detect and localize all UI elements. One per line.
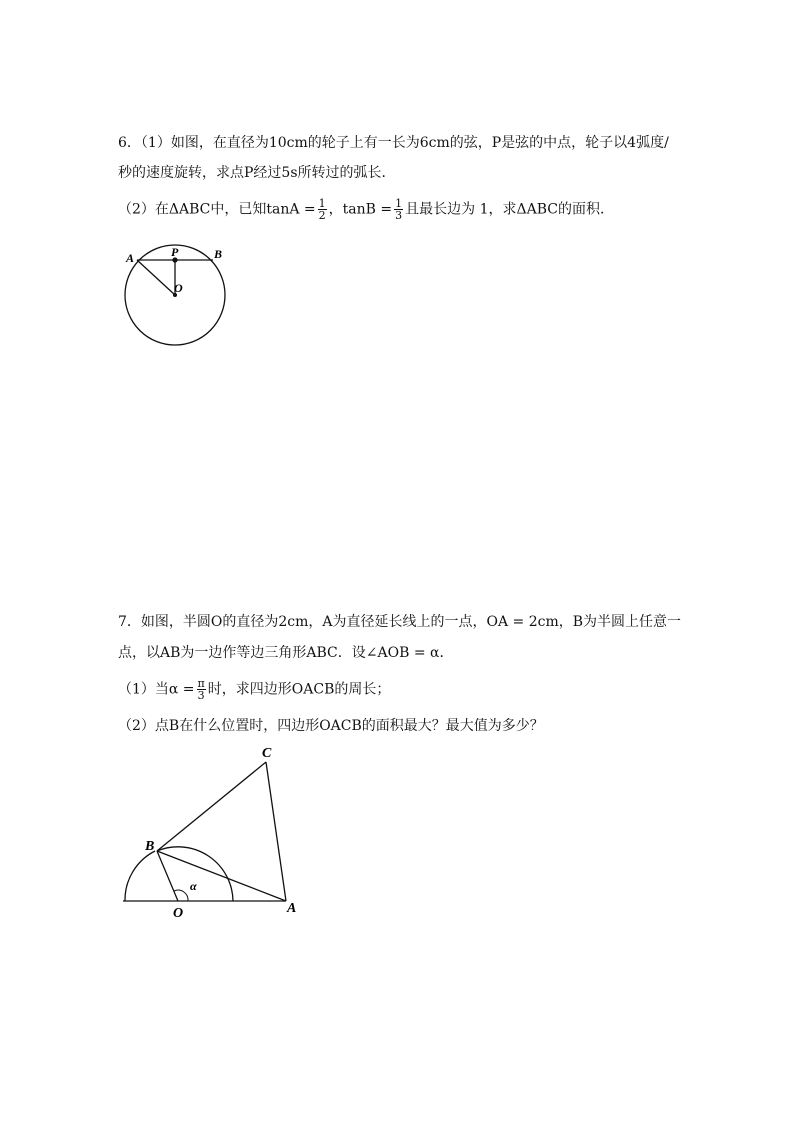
q7-text-line-2: 点，以AB为一边作等边三角形ABC．设∠AOB = α． [118,645,454,661]
q6-label-p: P [171,245,179,259]
q6-label-o: O [174,281,183,295]
q6-part2-text-c: 且最长边为 1，求ΔABC的面积． [405,201,614,218]
q7-fraction-numerator: π [197,677,205,690]
q6-text-line-2: 秒的速度旋转，求点P经过5s所转过的弧长． [118,165,396,181]
q6-fraction-tanB [394,198,403,221]
q7-side-ca [266,762,286,901]
q7-text-line-1: 7．如图，半圆O的直径为2cm，A为直径延长线上的一点，OA = 2cm，B为半圆上任意一 [118,614,682,630]
q7-label-o: O [173,906,184,921]
q7-side-bc [157,762,266,851]
q6-fraction-tanA-numerator: 1 [318,197,326,210]
q6-part2-line [118,198,614,221]
q7-part1-text-a: （1）当α = [118,681,195,698]
q6-segment-ao [137,260,175,295]
q6-text-line-1: 6．（1）如图，在直径为10cm的轮子上有一长为6cm的弦，P是弦的中点，轮子以4弧度/ [118,135,669,151]
q7-label-c: C [262,746,272,761]
q7-semicircle-figure [115,740,315,930]
q7-part2-line: （2）点B在什么位置时，四边形OACB的面积最大？最大值为多少？ [118,718,544,734]
q7-label-a: A [287,901,297,916]
q7-fraction-pi-over-3 [197,678,206,701]
q7-label-alpha: α [190,879,197,893]
q6-fraction-tanA [318,198,327,221]
q7-part1-text-b: 时，求四边形OACB的周长； [207,681,391,698]
q6-part2-text-b: ，tanB = [328,201,393,218]
q7-fraction-denominator: 3 [197,689,205,702]
q6-fraction-tanA-denominator: 2 [318,209,326,222]
q6-label-b: B [214,247,223,261]
q7-side-ba [157,851,286,901]
q6-fraction-tanB-denominator: 3 [395,209,403,222]
q6-circle-figure [118,242,248,352]
q7-label-b: B [145,839,155,854]
q6-label-a: A [126,251,135,265]
q6-part2-text-a: （2）在ΔABC中，已知tanA = [118,201,316,218]
q7-part1-line [118,678,390,701]
q6-fraction-tanB-numerator: 1 [395,197,403,210]
